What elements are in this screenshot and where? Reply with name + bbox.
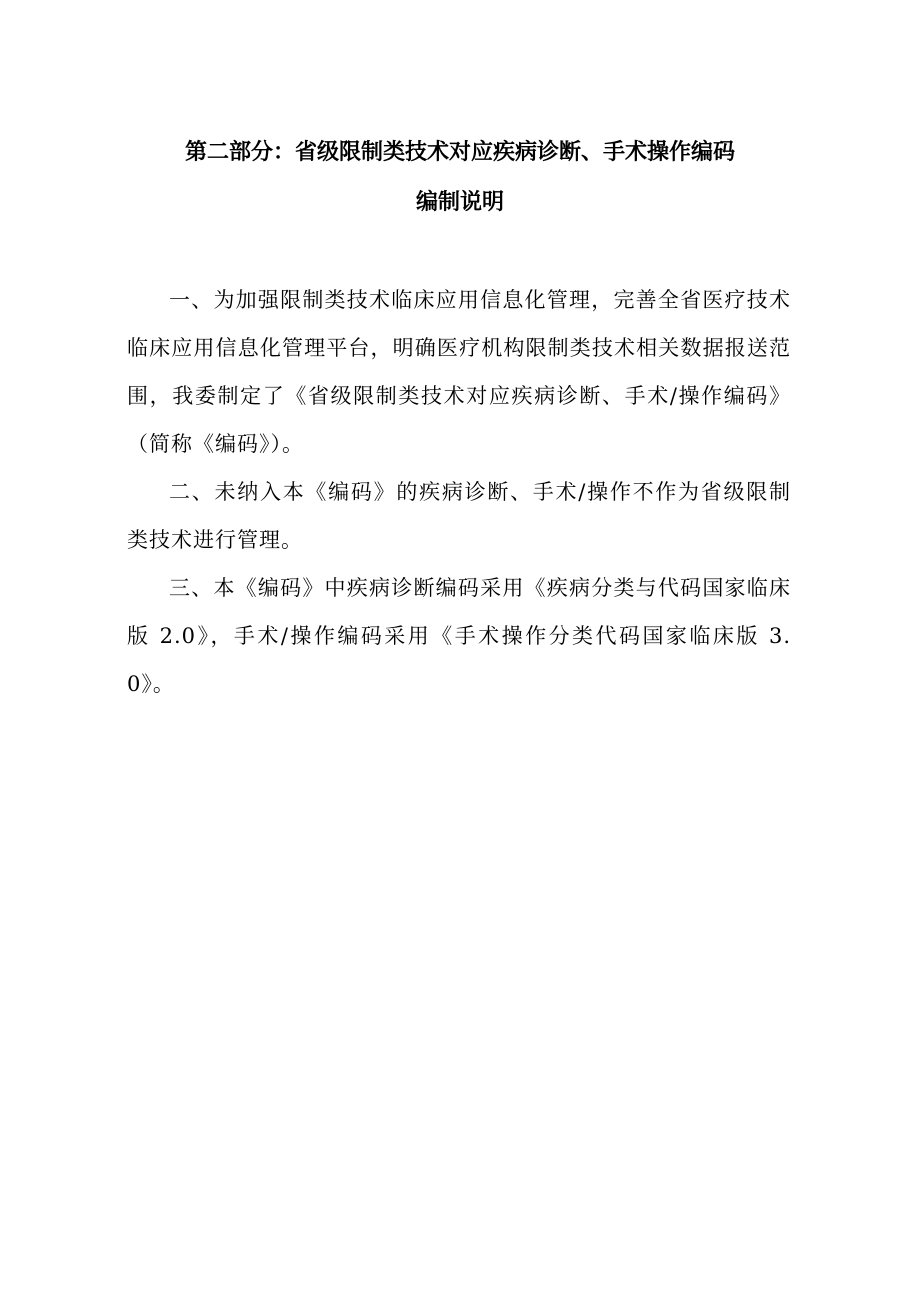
title-line-2: 编制说明 — [415, 190, 504, 215]
paragraph-1: 一、为加强限制类技术临床应用信息化管理，完善全省医疗技术临床应用信息化管理平台，明确医疗机构限制类技术相关数据报送范围，我委制定了《省级限制类技术对应疾病诊断、手术/操作编码》（简称《编码》）。 — [127, 288, 791, 456]
paragraph-2: 二、未纳入本《编码》的疾病诊断、手术/操作不作为省级限制类技术进行管理。 — [127, 480, 791, 552]
document-title — [126, 140, 794, 216]
title-line-1: 第二部分：省级限制类技术对应疾病诊断、手术操作编码 — [184, 140, 735, 165]
paragraph-3: 三、本《编码》中疾病诊断编码采用《疾病分类与代码国家临床版 2.0》，手术/操作编码采用《手术操作分类代码国家临床版 3.0》。 — [127, 576, 791, 696]
document-body — [127, 276, 791, 708]
